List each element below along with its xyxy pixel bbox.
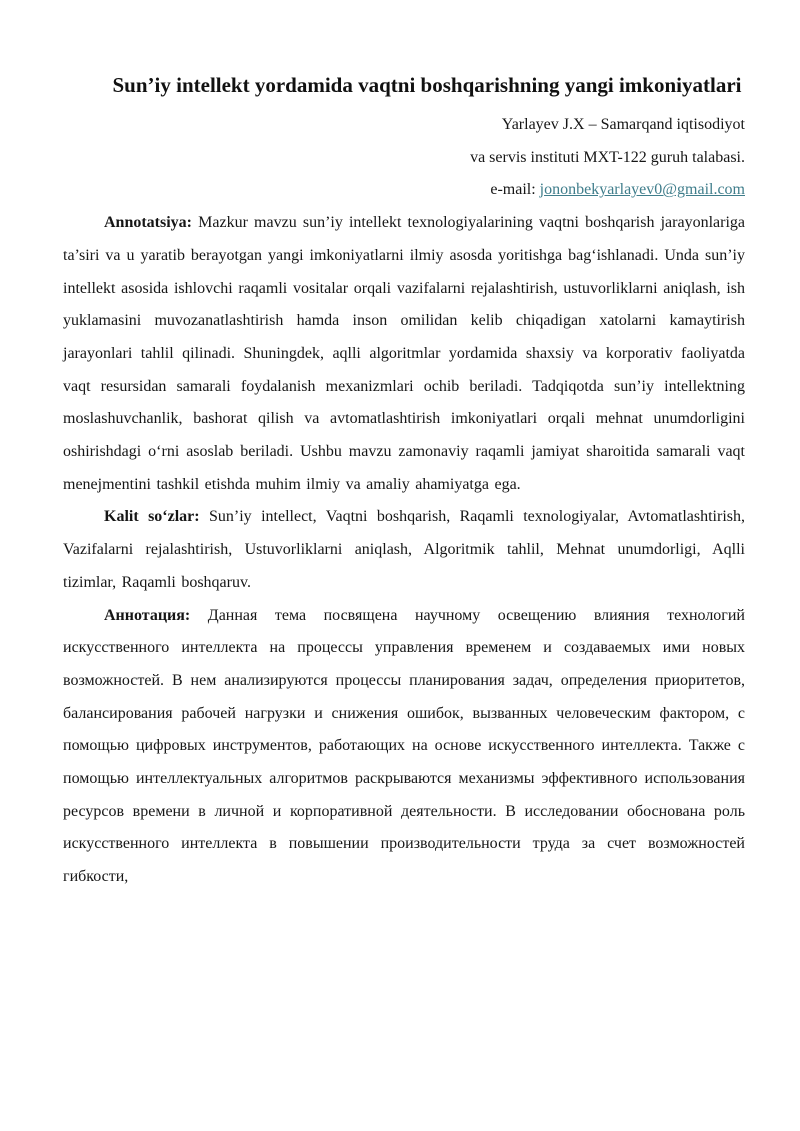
keywords-text: Sun’iy intellect, Vaqtni boshqarish, Raqamli texnologiyalar, Avtomatlashtirish, Vazifalarni rejalashtirish, Ustuvorliklarni aniqlash, Algoritmik tahlil, Mehnat unumdorligi, Aqlli tizimlar, Raqamli boshqaruv. <box>63 508 745 591</box>
author-block <box>63 109 745 207</box>
keywords-label: Kalit so‘zlar: <box>104 508 200 526</box>
keywords-paragraph <box>63 501 745 599</box>
author-line-affiliation-2: va servis instituti MXT-122 guruh talabasi. <box>470 148 745 166</box>
annotation-ru-text: Данная тема посвящена научному освещению влияния технологий искусственного интеллекта на процессы управления временем и создаваемых ими новых возможностей. В нем анализируются процессы планирования задач, определения приоритетов, балансирования рабочей нагрузки и снижения ошибок, вызванных человеческим фактором, с помощью цифровых инструментов, работающих на основе искусственного интеллекта. Также с помощью интеллектуальных алгоритмов раскрываются механизмы эффективного использования ресурсов времени в личной и корпоративной деятельности. В исследовании обоснована роль искусственного интеллекта в повышении производительности труда за счет возможностей гибкости, <box>63 606 745 886</box>
annotation-uz-paragraph <box>63 207 745 501</box>
email-line <box>63 174 745 207</box>
email-label: e-mail: <box>490 181 540 199</box>
email-link[interactable]: jononbekyarlayev0@gmail.com <box>539 181 745 199</box>
annotation-uz-text: Mazkur mavzu sun’iy intellekt texnologiyalarining vaqtni boshqarish jarayonlariga ta’siri va u yaratib berayotgan yangi imkoniyatlarni ilmiy asosda yoritishga bag‘ishlanadi. Unda sun’iy intellekt asosida ishlovchi raqamli vositalar orqali vazifalarni rejalashtirish, ustuvorliklarni aniqlash, ish yuklamasini muvozanatlashtirish hamda inson omilidan kelib chiqadigan xatolarni kamaytirish jarayonlari tahlil qilinadi. Shuningdek, aqlli algoritmlar yordamida shaxsiy va korporativ faoliyatda vaqt resursidan samarali foydalanish mexanizmlari ochib beriladi. Tadqiqotda sun’iy intellektning moslashuvchanlik, bashorat qilish va avtomatlashtirish imkoniyatlari orqali mehnat unumdorligini oshirishdagi o‘rni asoslab beriladi. Ushbu mavzu zamonaviy raqamli jamiyat sharoitida samarali vaqt menejmentini tashkil etishda muhim ilmiy va amaliy ahamiyatga ega. <box>63 214 745 493</box>
annotation-ru-label: Аннотация: <box>104 606 191 624</box>
author-line-affiliation-1: Yarlayev J.X – Samarqand iqtisodiyot <box>501 116 745 133</box>
annotation-ru-paragraph <box>63 600 745 894</box>
page-content <box>63 62 745 894</box>
annotation-uz-label: Annotatsiya: <box>104 214 193 232</box>
page-title: Sun’iy intellekt yordamida vaqtni boshqarishning yangi imkoniyatlari <box>112 73 742 97</box>
